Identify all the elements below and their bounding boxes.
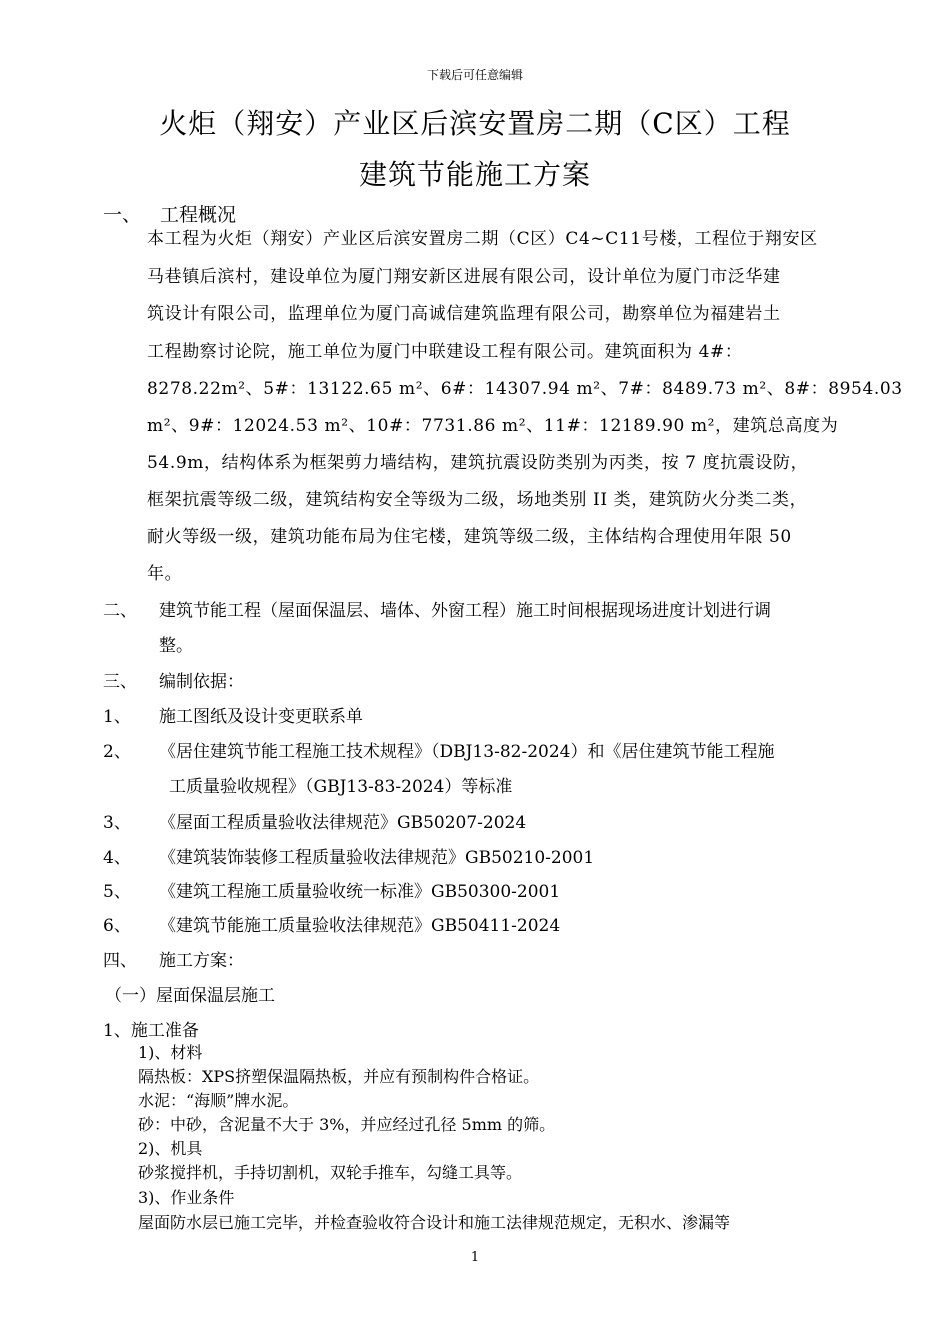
basis-number: 1、 [103,707,131,727]
paragraph-line: 54.9m，结构体系为框架剪力墙结构，建筑抗震设防类别为丙类，按 7 度抗震设防， [147,453,809,473]
paragraph-line: 耐火等级一级，建筑功能布局为住宅楼，建筑等级二级，主体结构合理使用年限 50 [147,527,792,547]
header-note: 下载后可任意编辑 [426,68,523,82]
basis-item [103,911,863,935]
basis-number: 4、 [103,848,131,868]
paragraph-line: 马巷镇后滨村，建设单位为厦门翔安新区进展有限公司，设计单位为厦门市泛华建 [147,267,781,287]
basis-item [103,702,863,726]
basis-number: 3、 [103,813,131,833]
prep-line: 砂：中砂，含泥量不大于 3%，并应经过孔径 5mm 的筛。 [138,1115,556,1134]
basis-text: 《建筑节能施工质量验收法律规范》GB50411-2024 [159,916,561,936]
paragraph-line: m²、9#：12024.53 m²、10#：7731.86 m²、11#：12189.90 m²，建筑总高度为 [147,416,839,436]
section-number: 二、 [103,601,137,621]
document-title-line1: 火炬（翔安）产业区后滨安置房二期（C区）工程 [159,107,791,140]
section-heading-overview [103,200,403,224]
section-number: 三、 [103,672,137,692]
basis-item [103,808,863,832]
basis-text: 《居住建筑节能工程施工技术规程》（DBJ13-82-2024）和《居住建筑节能工程施 [159,742,775,762]
subsection-heading: （一）屋面保温层施工 [105,986,275,1006]
section-text-line: 建筑节能工程（屋面保温层、墙体、外窗工程）施工时间根据现场进度计划进行调 [159,601,771,621]
prep-heading: 1、施工准备 [103,1021,199,1041]
page-number: 1 [470,1250,480,1265]
basis-item [103,843,863,867]
basis-item [103,737,863,797]
basis-text: 《屋面工程质量验收法律规范》GB50207-2024 [159,813,527,833]
section-plan-heading [103,946,403,970]
basis-number: 2、 [103,742,131,762]
paragraph-line: 8278.22m²、5#：13122.65 m²、6#：14307.94 m²、7#：8489.73 m²、8#：8954.03 [147,379,903,399]
basis-text: 《建筑装饰装修工程质量验收法律规范》GB50210-2001 [159,848,595,868]
document-title-line2: 建筑节能施工方案 [358,158,591,191]
basis-text: 工质量验收规程》（GBJ13-83-2024）等标准 [169,777,513,797]
prep-line: 3)、作业条件 [138,1188,235,1207]
paragraph-line: 本工程为火炬（翔安）产业区后滨安置房二期（C区）C4~C11号楼，工程位于翔安区 [147,229,818,249]
paragraph-line: 年。 [147,564,183,584]
section-text-line: 整。 [159,636,193,656]
section-title: 编制依据： [159,672,244,692]
paragraph-line: 筑设计有限公司，监理单位为厦门高诚信建筑监理有限公司，勘察单位为福建岩土 [147,304,781,324]
basis-number: 5、 [103,882,131,902]
prep-line: 1)、材料 [138,1043,203,1062]
section-schedule [103,596,863,656]
paragraph-line: 工程勘察讨论院，施工单位为厦门中联建设工程有限公司。建筑面积为 4#： [147,342,743,362]
basis-text: 《建筑工程施工质量验收统一标准》GB50300-2001 [159,882,561,902]
paragraph-line: 框架抗震等级二级，建筑结构安全等级为二级，场地类别 II 类，建筑防火分类二类， [147,490,808,510]
basis-number: 6、 [103,916,131,936]
basis-item [103,877,863,901]
prep-line: 隔热板：XPS挤塑保温隔热板，并应有预制构件合格证。 [138,1067,540,1086]
section-basis-heading [103,667,403,691]
section-title: 工程概况 [160,204,237,226]
section-number: 一、 [103,204,142,226]
prep-line: 屋面防水层已施工完毕，并检查验收符合设计和施工法律规范规定，无积水、渗漏等 [138,1213,731,1232]
basis-text: 施工图纸及设计变更联系单 [159,707,363,727]
section-title: 施工方案： [159,951,244,971]
prep-line: 2)、机具 [138,1139,203,1158]
section-number: 四、 [103,951,137,971]
prep-line: 砂浆搅拌机，手持切割机，双轮手推车，勾缝工具等。 [138,1163,523,1182]
prep-line: 水泥：“海顺”牌水泥。 [138,1091,299,1110]
